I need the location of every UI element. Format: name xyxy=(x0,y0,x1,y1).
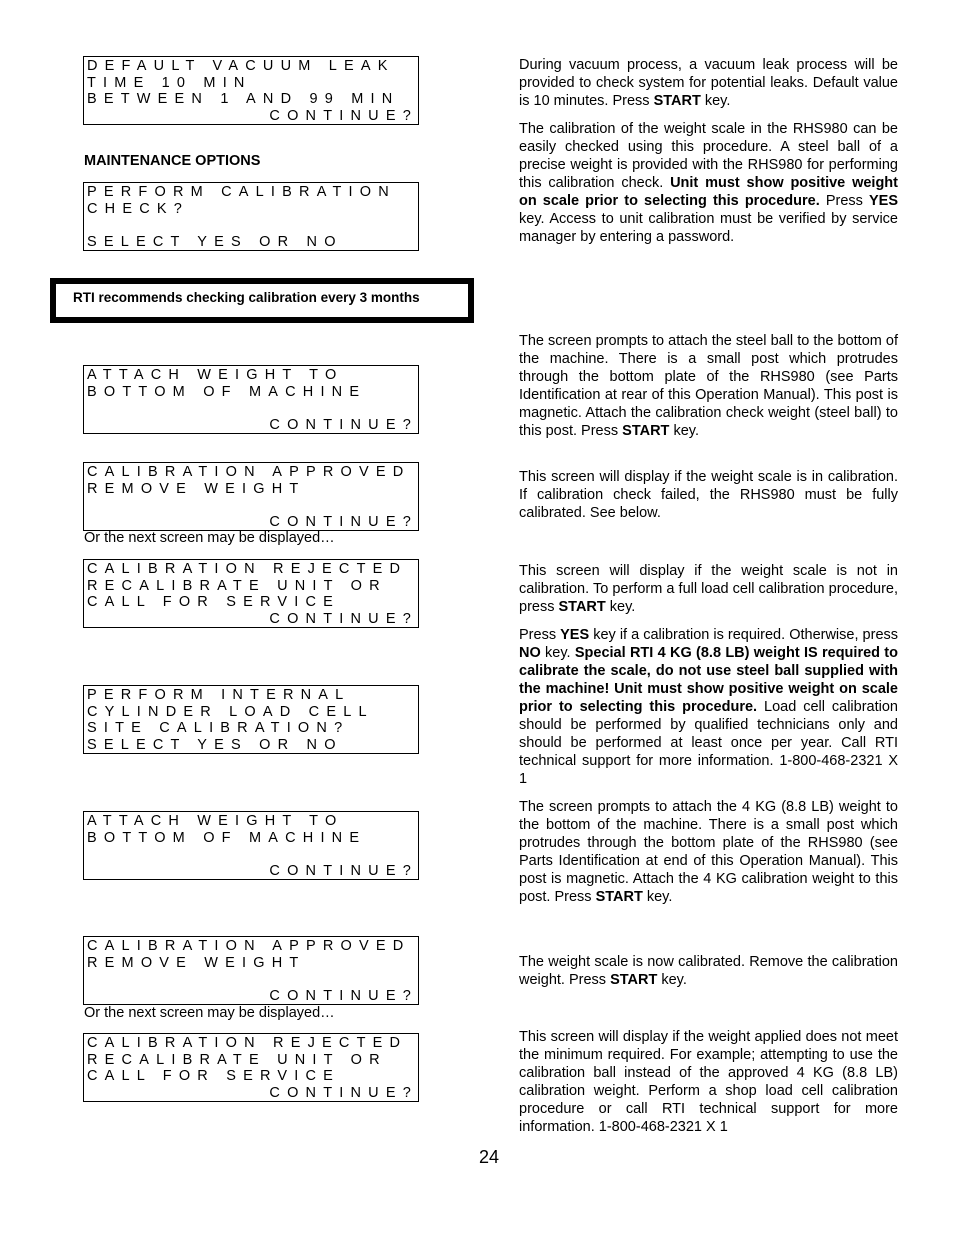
paragraph-scale-calibrated xyxy=(519,953,898,989)
lcd-line: REMOVE WEIGHT xyxy=(87,954,306,971)
lcd-line xyxy=(87,217,418,234)
lcd-screen-vacuum-leak xyxy=(83,56,419,125)
text-run: Load cell calibration should be performed by qualified technicians only and should be performed at least once per year. Call RTI technical support for more information. 1-800-468-2321 X 1 xyxy=(519,699,898,787)
lcd-line: CONTINUE? xyxy=(269,610,418,627)
text-run: The weight scale is now calibrated. Remove the calibration weight. Press xyxy=(519,954,898,988)
paragraph-internal-calibration xyxy=(519,626,898,788)
maintenance-options-heading: MAINTENANCE OPTIONS xyxy=(84,153,261,169)
text-run: key if a calibration is required. Otherwise, press xyxy=(589,627,899,643)
lcd-line xyxy=(87,846,418,863)
lcd-line: ATTACH WEIGHT TO xyxy=(87,367,344,383)
bold-text: Unit must show positive weight on scale prior to selecting this procedure. xyxy=(519,175,898,209)
lcd-line: CALIBRATION APPROVED xyxy=(87,464,411,480)
lcd-line: RECALIBRATE UNIT OR xyxy=(87,1051,387,1068)
lcd-line: SITE CALIBRATION? xyxy=(87,720,350,736)
text-run: key. xyxy=(657,972,687,988)
text-run: The calibration of the weight scale in the RHS980 can be easily checked using this procedure. A steel ball of a precise weight is provided with the RHS980 for performing this calibration check. xyxy=(519,121,898,191)
lcd-line: CONTINUE? xyxy=(269,987,418,1004)
lcd-line: TIME 10 MIN xyxy=(87,74,252,91)
bold-text: Special RTI 4 KG (8.8 LB) weight IS required to calibrate the scale, do not use steel ball supplied with the machine! Unit must show positive weight on scale prior to selecting this procedure. xyxy=(519,645,898,715)
lcd-screen-perform-calibration-check xyxy=(83,182,419,251)
bold-text: START xyxy=(558,599,606,615)
text-run: The screen prompts to attach the 4 KG (8.8 LB) weight to the bottom of the machine. There is a small post which protrudes through the bottom plate of the RHS980 (see Parts Identification at end of this Operation Manual). This post is magnetic. Attach the 4 KG calibration weight to this post. Press xyxy=(519,799,898,905)
text-run: This screen will display if the weight applied does not meet the minimum required. For example; attempting to use the calibration ball instead of the approved 4 KG (8.8 LB) calibration weight. Perform a shop load cell calibration procedure or call RTI technical support for more information. 1-800-468-2321 X 1 xyxy=(519,1029,898,1135)
calibration-recommendation-note: RTI recommends checking calibration every 3 months xyxy=(50,278,474,323)
text-run: During vacuum process, a vacuum leak process will be provided to check system for potential leaks. Default value is 10 minutes. Press xyxy=(519,57,898,109)
lcd-screen-attach-weight-2 xyxy=(83,811,419,880)
text-run: key. xyxy=(669,423,699,439)
lcd-line: ATTACH WEIGHT TO xyxy=(87,813,344,829)
text-run: Press xyxy=(819,193,869,209)
bold-text: START xyxy=(610,972,658,988)
lcd-line: CALL FOR SERVICE xyxy=(87,594,340,610)
lcd-line: BOTTOM OF MACHINE xyxy=(87,383,367,400)
lcd-line: PERFORM INTERNAL xyxy=(87,687,351,703)
paragraph-calibration-approved xyxy=(519,468,898,522)
lcd-line xyxy=(87,400,418,417)
lcd-line: SELECT YES OR NO xyxy=(87,233,343,250)
text-run: key. xyxy=(605,599,636,615)
bold-text: START xyxy=(595,889,643,905)
paragraph-calibration-check xyxy=(519,120,898,246)
lcd-line: CALL FOR SERVICE xyxy=(87,1068,340,1084)
lcd-line: CONTINUE? xyxy=(269,513,418,530)
lcd-line: CALIBRATION REJECTED xyxy=(87,1035,408,1051)
lcd-line: CONTINUE? xyxy=(269,107,418,124)
lcd-line: CONTINUE? xyxy=(269,1084,418,1101)
lcd-line: CHECK? xyxy=(87,200,190,217)
lcd-line: CONTINUE? xyxy=(269,416,418,433)
paragraph-attach-4kg-weight xyxy=(519,798,898,906)
lcd-line: CONTINUE? xyxy=(269,862,418,879)
text-run: The screen prompts to attach the steel ball to the bottom of the machine. There is a small post which protrudes through the bottom plate of the RHS980 (see Parts Identification at rear of this Operation Manual). This post is magnetic. Attach the calibration check weight (steel ball) to this post. Press xyxy=(519,333,898,439)
lcd-line: CYLINDER LOAD CELL xyxy=(87,703,374,720)
lcd-screen-calibration-approved-2 xyxy=(83,936,419,1005)
lcd-line: BOTTOM OF MACHINE xyxy=(87,829,367,846)
lcd-screen-calibration-approved xyxy=(83,462,419,531)
lcd-line: CALIBRATION REJECTED xyxy=(87,561,408,577)
paragraph-weight-rejected xyxy=(519,1028,898,1136)
bold-text: YES xyxy=(868,193,898,209)
text-run: key. xyxy=(700,93,731,109)
lcd-screen-calibration-rejected-2 xyxy=(83,1033,419,1102)
page-number: 24 xyxy=(479,1147,500,1167)
lcd-line: DEFAULT VACUUM LEAK xyxy=(87,58,395,74)
bold-text: YES xyxy=(560,627,590,643)
paragraph-calibration-rejected xyxy=(519,562,898,616)
lcd-line: REMOVE WEIGHT xyxy=(87,480,306,497)
text-run: This screen will display if the weight scale is in calibration. If calibration check failed, the RHS980 must be fully calibrated. See below. xyxy=(519,469,898,521)
lcd-screen-attach-weight xyxy=(83,365,419,434)
lcd-screen-calibration-rejected xyxy=(83,559,419,628)
lcd-line: CALIBRATION APPROVED xyxy=(87,938,411,954)
next-screen-note: Or the next screen may be displayed… xyxy=(84,1005,335,1021)
text-run: key. xyxy=(642,889,673,905)
text-run: This screen will display if the weight scale is not in calibration. To perform a full load cell calibration procedure, press xyxy=(519,563,898,615)
next-screen-note: Or the next screen may be displayed… xyxy=(84,530,335,546)
paragraph-attach-steel-ball xyxy=(519,332,898,440)
lcd-line: PERFORM CALIBRATION xyxy=(87,184,396,200)
text-run: key. xyxy=(540,645,575,661)
lcd-line: RECALIBRATE UNIT OR xyxy=(87,577,387,594)
lcd-line: BETWEEN 1 AND 99 MIN xyxy=(87,91,400,107)
paragraph-vacuum-leak xyxy=(519,56,898,110)
lcd-screen-internal-calibration xyxy=(83,685,419,754)
bold-text: START xyxy=(653,93,701,109)
text-run: key. Access to unit calibration must be verified by service manager by entering a password. xyxy=(519,211,898,245)
text-run: Press xyxy=(519,627,561,643)
bold-text: NO xyxy=(519,645,541,661)
lcd-line xyxy=(87,497,418,514)
lcd-line xyxy=(87,971,418,988)
bold-text: START xyxy=(622,423,670,439)
lcd-line: SELECT YES OR NO xyxy=(87,736,343,753)
